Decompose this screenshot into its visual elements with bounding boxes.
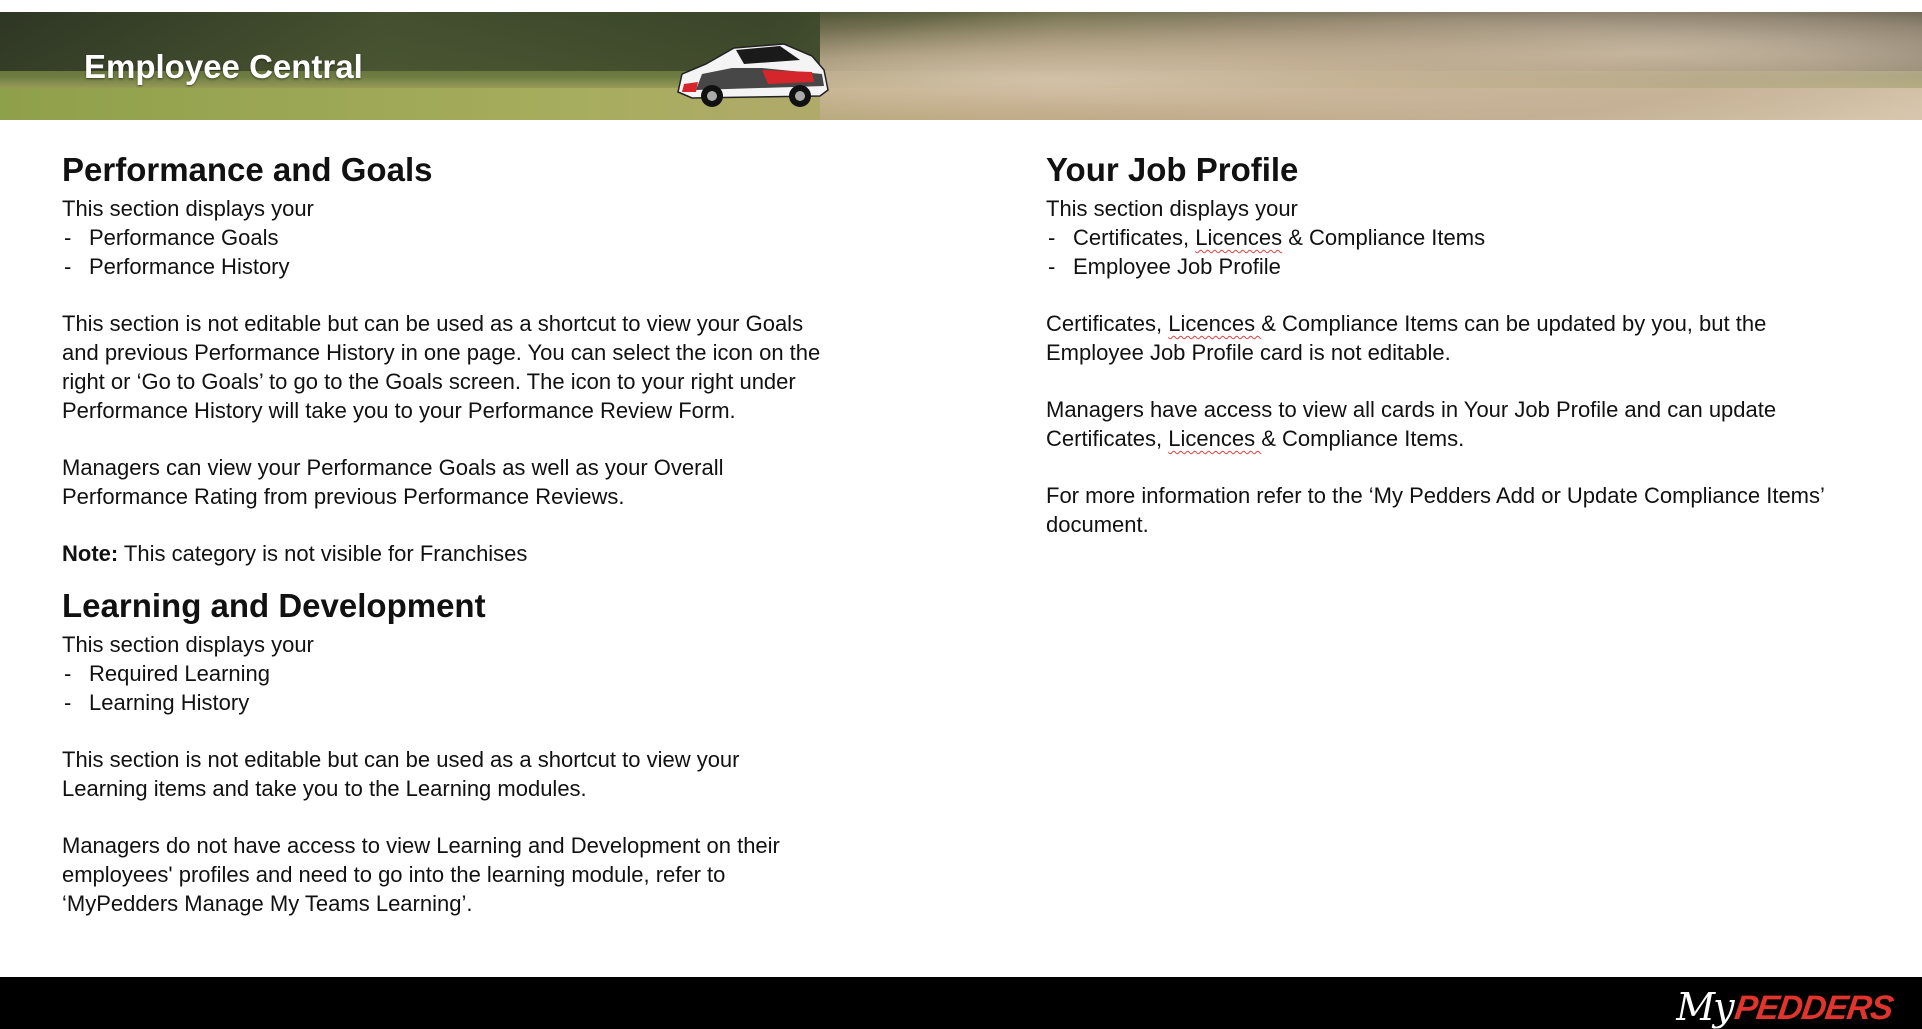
text-segment: Certificates, (1073, 225, 1196, 250)
job-profile-managers-note (1046, 395, 1846, 453)
footer-bar (0, 977, 1922, 1029)
list-item (1046, 223, 1846, 252)
top-strip (0, 0, 1922, 12)
learning-section (62, 586, 822, 918)
performance-franchise-note (62, 539, 822, 568)
performance-list (62, 223, 822, 281)
job-profile-more-info: For more information refer to the ‘My Pedders Add or Update Compliance Items’ document. (1046, 483, 1825, 537)
logo-my-text: My (1676, 985, 1733, 1029)
text-segment: & Compliance Items can be updated by you, but the Employee Job Profile card is not editable. (1046, 311, 1767, 365)
learning-managers-note: Managers do not have access to view Learning and Development on their employees' profiles and need to go into the learning module, refer to ‘MyPedders Manage My Teams Learning’. (62, 833, 780, 916)
spellcheck-word: Licences (1195, 225, 1283, 250)
text-segment: & Compliance Items (1282, 225, 1486, 250)
job-profile-heading: Your Job Profile (1046, 151, 1299, 188)
note-text: This category is not visible for Franchises (118, 541, 528, 566)
list-item: - Learning History (62, 688, 822, 717)
list-item: - Performance Goals (62, 223, 822, 252)
right-column (1046, 150, 1846, 539)
performance-intro: This section displays your (62, 196, 314, 221)
performance-description: This section is not editable but can be used as a shortcut to view your Goals and previous Performance History in one page. You can select the icon on the right or ‘Go to Goals’ to go to the Goals screen. The icon to your right under Performance History will take you to your Performance Review Form. (62, 311, 821, 423)
performance-managers-note: Managers can view your Performance Goals as well as your Overall Performance Rating from previous Performance Reviews. (62, 455, 724, 509)
rally-car-image (672, 34, 832, 114)
text-segment: Certificates, (1046, 311, 1169, 336)
job-profile-section (1046, 150, 1846, 539)
text-segment: Managers have access to view all cards in Your Job Profile and can update Certificates, (1046, 397, 1777, 451)
job-profile-intro: This section displays your (1046, 196, 1298, 221)
learning-intro: This section displays your (62, 632, 314, 657)
list-item: - Performance History (62, 252, 822, 281)
header-banner (0, 12, 1922, 120)
performance-heading: Performance and Goals (62, 151, 433, 188)
banner-dust-cloud (820, 12, 1922, 120)
logo-brand-text: PEDDERS (1731, 989, 1895, 1027)
learning-list (62, 659, 822, 717)
job-profile-description (1046, 309, 1846, 367)
list-item: - Employee Job Profile (1046, 252, 1846, 281)
spellcheck-word: Licences (1168, 426, 1262, 451)
performance-section (62, 150, 822, 568)
banner-title: Employee Central (84, 48, 363, 85)
text-segment: & Compliance Items. (1261, 426, 1465, 451)
spellcheck-word: Licences (1168, 311, 1262, 336)
learning-description: This section is not editable but can be used as a shortcut to view your Learning items and take you to the Learning modules. (62, 747, 740, 801)
note-label: Note: (62, 541, 119, 566)
mypedders-logo (1676, 978, 1895, 1029)
left-column (62, 150, 822, 918)
learning-heading: Learning and Development (62, 587, 486, 624)
list-item: - Required Learning (62, 659, 822, 688)
job-profile-list (1046, 223, 1846, 281)
